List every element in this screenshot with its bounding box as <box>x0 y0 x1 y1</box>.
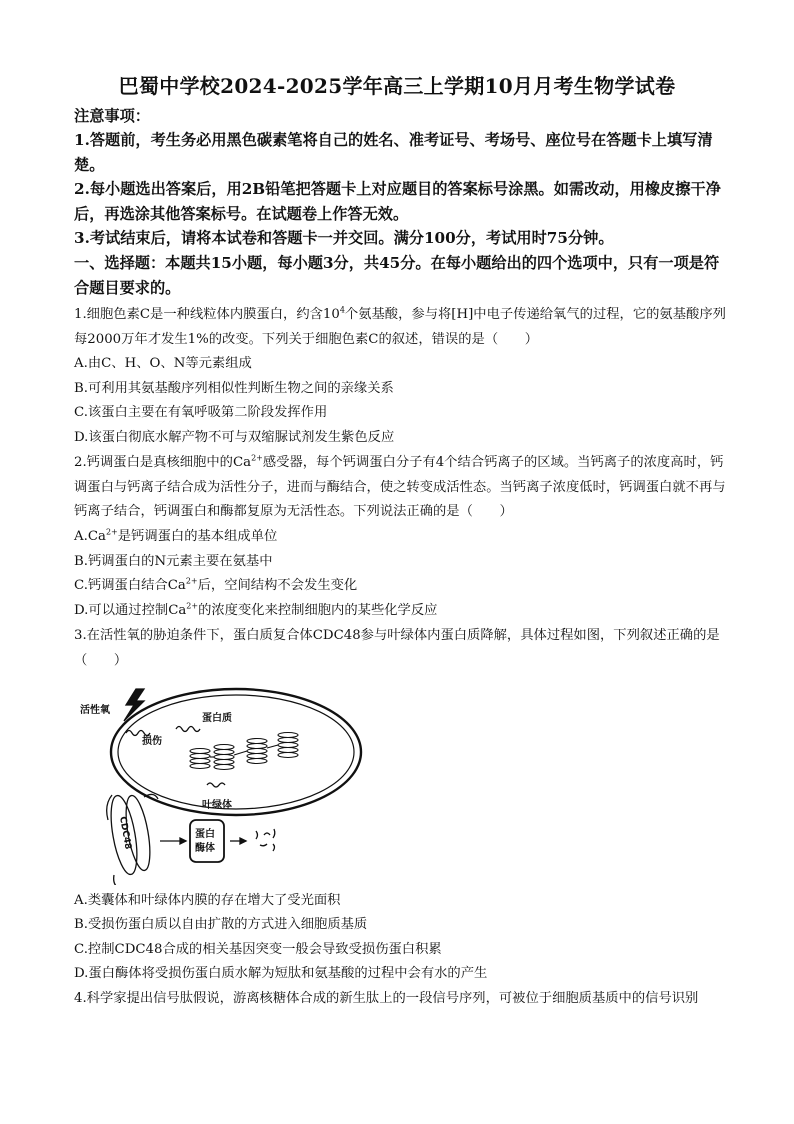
q2-option-b: B.钙调蛋白的N元素主要在氨基中 <box>74 554 273 569</box>
q2-stem-b: 感受器，每个钙调蛋白分子有4个结合钙离子的区域。当钙离子的浓度高时，钙调蛋白与钙离子结合成为活性分子，进而与酶结合，使之转变成活性态。当钙离子浓度低时，钙调蛋白就不再与钙离子结合，钙调蛋白和酶都复原为无活性态。下列说法正确的是（ ） <box>74 455 726 519</box>
q1-option-a: A.由C、H、O、N等元素组成 <box>74 356 252 371</box>
chloroplast-inner-membrane <box>118 695 354 809</box>
protein-coil <box>176 727 200 732</box>
chloroplast-outer-membrane <box>111 689 361 815</box>
q2-stem-sup: 2+ <box>251 453 263 463</box>
q3-option-d: D.蛋白酶体将受损伤蛋白质水解为短肽和氨基酸的过程中会有水的产生 <box>74 966 488 981</box>
q1-stem-a: 1.细胞色素C是一种线粒体内膜蛋白，约含10 <box>74 307 340 322</box>
q2-a-sup: 2+ <box>105 527 118 537</box>
damaged-protein-coil <box>126 731 150 736</box>
q2-a-text: A.Ca <box>74 529 106 544</box>
notes-heading: 注意事项： <box>74 107 150 125</box>
ros-label: 活性氧 <box>80 705 110 716</box>
chloroplast-label: 叶绿体 <box>202 800 232 811</box>
cdc48-complex <box>106 794 158 885</box>
q2-c-text-b: 后，空间结构不会发生变化 <box>197 578 358 593</box>
q2-c-sup: 2+ <box>185 576 198 586</box>
q2-stem-a: 2.钙调蛋白是真核细胞中的Ca <box>74 455 252 470</box>
q2-d-text-b: 的浓度变化来控制细胞内的某些化学反应 <box>198 603 438 618</box>
cdc48-label: CDC48 <box>117 815 133 851</box>
q1-stem-sup: 4 <box>339 305 345 315</box>
thylakoid-grana <box>190 733 298 770</box>
q2-option-c <box>74 574 726 599</box>
q3-option-b: B.受损伤蛋白质以自由扩散的方式进入细胞质基质 <box>74 917 368 932</box>
page-title: 巴蜀中学校2024-2025学年高三上学期10月月考生物学试卷 <box>118 74 676 98</box>
q2-c-text: C.钙调蛋白结合Ca <box>74 578 186 593</box>
q1-option-d: D.该蛋白彻底水解产物不可与双缩脲试剂发生紫色反应 <box>74 430 395 445</box>
question-1-stem <box>74 303 726 352</box>
proteasome-label-2: 酶体 <box>195 843 215 854</box>
q2-a-text-b: 是钙调蛋白的基本组成单位 <box>117 529 278 544</box>
damage-label: 损伤 <box>142 736 162 747</box>
peptide-fragments <box>256 829 275 851</box>
q2-option-d <box>74 599 726 624</box>
q2-d-sup: 2+ <box>186 601 199 611</box>
q3-option-c: C.控制CDC48合成的相关基因突变一般会导致受损伤蛋白积累 <box>74 942 442 957</box>
note-3: 3.考试结束后，请将本试卷和答题卡一并交回。满分100分，考试用时75分钟。 <box>74 229 614 247</box>
section-heading: 一、选择题：本题共15小题，每小题3分，共45分。在每小题给出的四个选项中，只有一项是符合题目要求的。 <box>74 254 720 297</box>
proteasome-box <box>190 820 224 862</box>
note-1: 1.答题前，考生务必用黑色碳素笔将自己的姓名、准考证号、考场号、座位号在答题卡上填写清楚。 <box>74 131 713 174</box>
question-4-stem: 4.科学家提出信号肽假说，游离核糖体合成的新生肽上的一段信号序列，可被位于细胞质基质中的信号识别 <box>74 991 699 1006</box>
note-2: 2.每小题选出答案后，用2B铅笔把答题卡上对应题目的答案标号涂黑。如需改动，用橡皮擦干净后，再选涂其他答案标号。在试题卷上作答无效。 <box>74 180 721 223</box>
q1-stem-b: 个氨基酸，参与将[H]中电子传递给氧气的过程，它的氨基酸序列每2000万年才发生1%的改变。下列关于细胞色素C的叙述，错误的是（ ） <box>74 307 726 347</box>
q3-option-a: A.类囊体和叶绿体内膜的存在增大了受光面积 <box>74 893 341 908</box>
q1-option-b: B.可利用其氨基酸序列相似性判断生物之间的亲缘关系 <box>74 381 394 396</box>
proteasome-label-1: 蛋白 <box>195 829 215 840</box>
protein-coil-small <box>207 783 225 787</box>
q2-d-text: D.可以通过控制Ca <box>74 603 187 618</box>
q2-option-a <box>74 525 726 550</box>
chloroplast-figure <box>74 685 364 885</box>
q1-option-c: C.该蛋白主要在有氧呼吸第二阶段发挥作用 <box>74 405 328 420</box>
question-2-stem <box>74 451 726 525</box>
protein-label: 蛋白质 <box>202 713 232 724</box>
question-3-stem: 3.在活性氧的胁迫条件下，蛋白质复合体CDC48参与叶绿体内蛋白质降解，具体过程如图，下列叙述正确的是（ ） <box>74 628 720 668</box>
